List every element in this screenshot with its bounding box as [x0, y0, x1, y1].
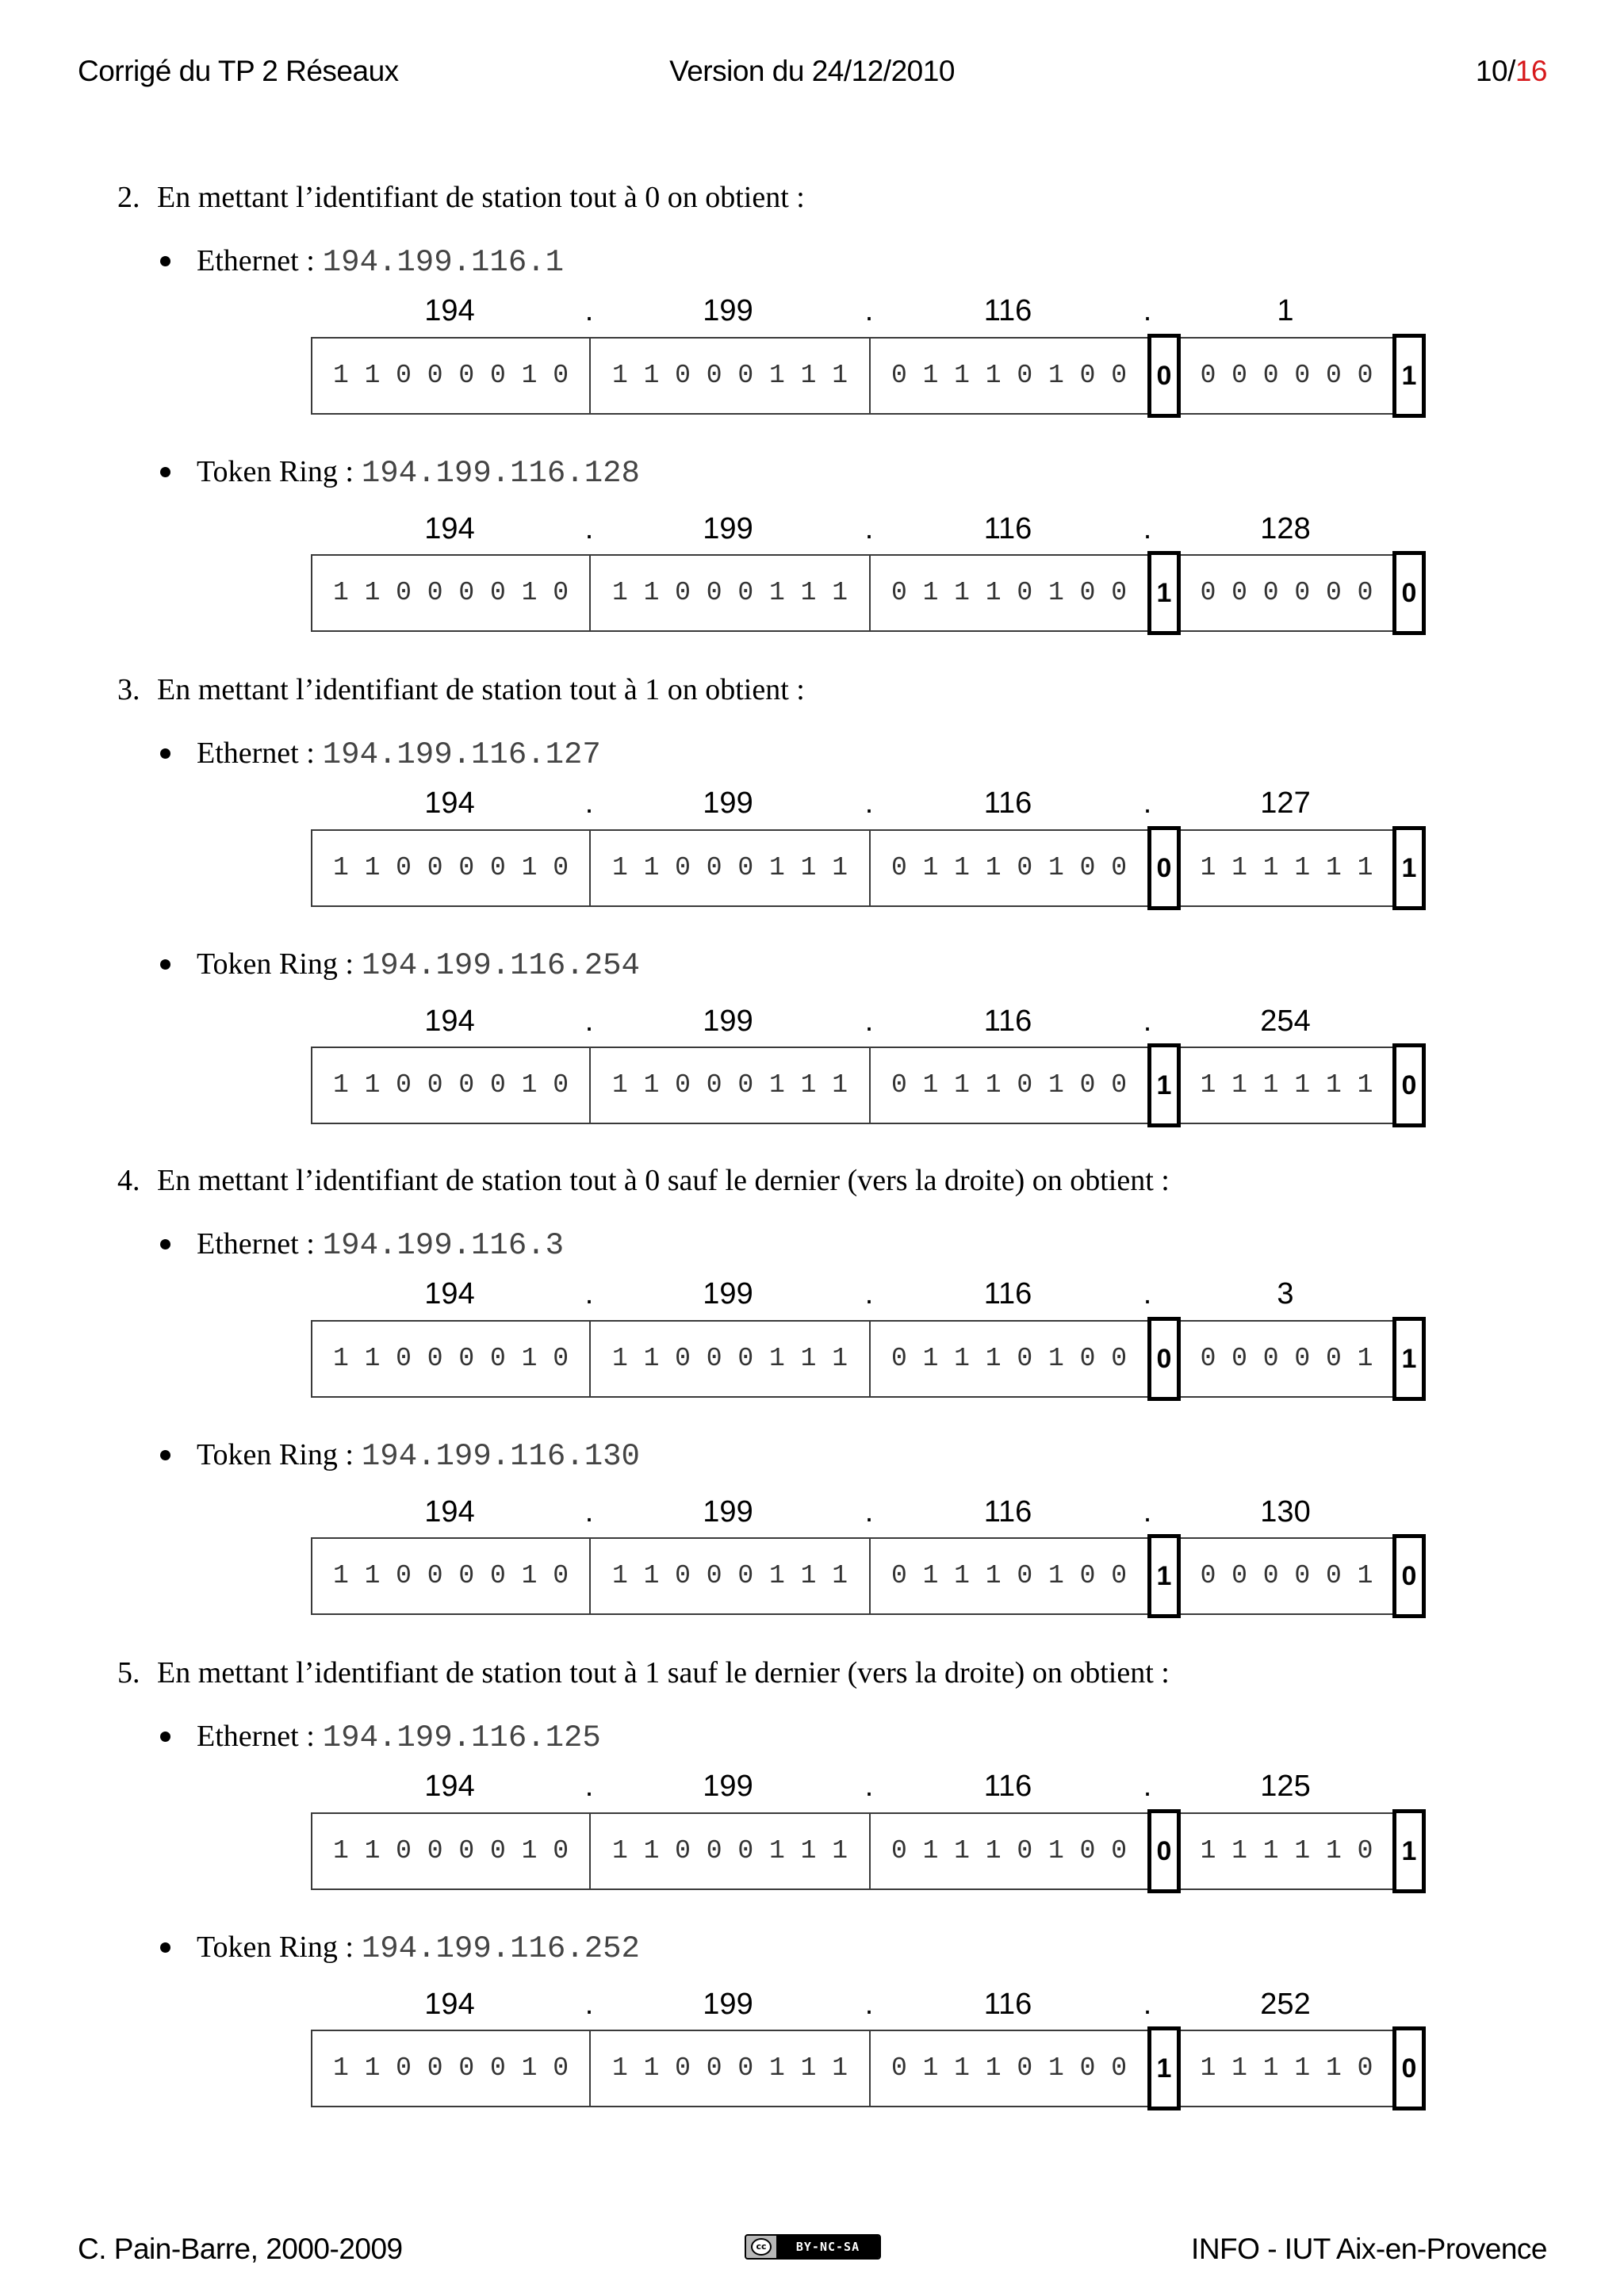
item-heading — [117, 670, 805, 710]
ip-address: 194.199.116.130 — [361, 1439, 640, 1474]
cc-license-badge — [745, 2234, 881, 2260]
octet-bits-cell: 0 1 1 1 0 1 0 0 — [891, 2053, 1128, 2083]
octet-label: 194 — [424, 786, 475, 820]
host-bits-cell: 1 1 1 1 1 1 — [1200, 853, 1373, 882]
octet-label: 116 — [983, 294, 1032, 327]
octet-separator: . — [584, 1770, 594, 1803]
page-separator: / — [1507, 55, 1515, 87]
highlighted-bit: 1 — [1147, 2026, 1181, 2110]
octet-bits-cell: 1 1 0 0 0 0 1 0 — [312, 339, 591, 413]
octet-label: 199 — [703, 1004, 753, 1038]
highlighted-bit: 0 — [1392, 551, 1426, 635]
octet-label: 199 — [703, 1988, 753, 2021]
octet-separator: . — [864, 1988, 874, 2021]
bullet-icon — [160, 467, 170, 477]
ip-address: 194.199.116.254 — [361, 948, 640, 983]
bullet-icon — [160, 256, 170, 266]
octet-label: 116 — [983, 1770, 1032, 1803]
network-name: Token Ring : — [197, 947, 354, 981]
host-bits-cell: 1 1 1 1 1 1 — [1200, 1070, 1373, 1100]
octet-label: 116 — [983, 1988, 1032, 2021]
binary-address-table — [311, 1320, 1426, 1398]
bullet-entry — [160, 452, 640, 492]
item-heading — [117, 1653, 1170, 1693]
octet-separator: . — [864, 1495, 874, 1529]
header-title: Corrigé du TP 2 Réseaux — [78, 55, 399, 87]
page-total: 16 — [1515, 55, 1547, 87]
bullet-icon — [160, 1239, 170, 1249]
octet-label: 116 — [983, 1277, 1032, 1311]
octet-separator: . — [1143, 1495, 1152, 1529]
item-text: En mettant l’identifiant de station tout à 1 on obtient : — [157, 673, 805, 706]
bullet-icon — [160, 1450, 170, 1460]
octet-bits-cell: 1 1 0 0 0 0 1 0 — [312, 1322, 591, 1396]
octet-label: 130 — [1260, 1495, 1311, 1529]
octet-label: 199 — [703, 1495, 753, 1529]
octet-separator: . — [864, 1277, 874, 1311]
bullet-icon — [160, 748, 170, 759]
binary-address-table — [311, 337, 1426, 415]
network-name: Token Ring : — [197, 455, 354, 488]
octet-label: 125 — [1260, 1770, 1311, 1803]
bullet-icon — [160, 1942, 170, 1953]
octet-separator: . — [1143, 1770, 1152, 1803]
octet-label: 199 — [703, 512, 753, 545]
octet-bits-cell: 1 1 0 0 0 1 1 1 — [591, 2031, 871, 2106]
octet-label: 194 — [424, 1770, 475, 1803]
item-number: 5. — [117, 1656, 140, 1689]
highlighted-bit: 0 — [1147, 334, 1181, 418]
highlighted-bit: 0 — [1392, 1043, 1426, 1127]
host-bits-cell: 0 0 0 0 0 0 — [1200, 361, 1373, 390]
octet-bits-cell: 1 1 0 0 0 1 1 1 — [591, 1539, 871, 1613]
octet-bits-cell: 1 1 0 0 0 1 1 1 — [591, 556, 871, 630]
network-name: Token Ring : — [197, 1931, 354, 1964]
host-bits-cell: 0 0 0 0 0 1 — [1200, 1344, 1373, 1373]
cc-icon: cc — [751, 2238, 772, 2256]
binary-address-table — [311, 1812, 1426, 1890]
binary-address-table — [311, 829, 1426, 907]
octet-label: 116 — [983, 1004, 1032, 1038]
octet-bits-cell: 1 1 0 0 0 1 1 1 — [591, 1048, 871, 1123]
host-bits-cell: 0 0 0 0 0 1 — [1200, 1561, 1373, 1590]
octet-label: 194 — [424, 1495, 475, 1529]
highlighted-bit: 0 — [1147, 826, 1181, 910]
bullet-entry — [160, 1435, 640, 1475]
bullet-entry — [160, 944, 640, 984]
octet-separator: . — [1143, 1277, 1152, 1311]
octet-bits-cell: 1 1 0 0 0 0 1 0 — [312, 2031, 591, 2106]
octet-label: 194 — [424, 512, 475, 545]
item-heading — [117, 178, 805, 217]
octet-separator: . — [864, 294, 874, 327]
binary-address-table — [311, 1537, 1426, 1615]
octet-separator: . — [1143, 1988, 1152, 2021]
octet-bits-cell: 1 1 0 0 0 0 1 0 — [312, 1814, 591, 1888]
item-text: En mettant l’identifiant de station tout à 0 sauf le dernier (vers la droite) on obtient : — [157, 1164, 1170, 1197]
page-number — [1476, 52, 1547, 90]
octet-bits-cell: 0 1 1 1 0 1 0 0 — [891, 853, 1128, 882]
item-heading — [117, 1161, 1170, 1200]
octet-bits-cell: 0 1 1 1 0 1 0 0 — [891, 1561, 1128, 1590]
network-name: Token Ring : — [197, 1438, 354, 1471]
ip-address: 194.199.116.252 — [361, 1931, 640, 1966]
octet-label: 199 — [703, 1277, 753, 1311]
octet-separator: . — [1143, 1004, 1152, 1038]
octet-separator: . — [864, 512, 874, 545]
octet-separator: . — [584, 1495, 594, 1529]
octet-bits-cell: 1 1 0 0 0 1 1 1 — [591, 339, 871, 413]
ip-address: 194.199.116.125 — [322, 1720, 601, 1755]
octet-bits-cell: 0 1 1 1 0 1 0 0 — [891, 1344, 1128, 1373]
octet-bits-cell: 0 1 1 1 0 1 0 0 — [891, 361, 1128, 390]
octet-label: 127 — [1260, 786, 1311, 820]
octet-separator: . — [584, 1988, 594, 2021]
octet-label: 116 — [983, 1495, 1032, 1529]
ip-address: 194.199.116.128 — [361, 456, 640, 491]
highlighted-bit: 1 — [1147, 1534, 1181, 1618]
host-bits-cell: 0 0 0 0 0 0 — [1200, 578, 1373, 607]
octet-label: 128 — [1260, 512, 1311, 545]
octet-separator: . — [1143, 294, 1152, 327]
highlighted-bit: 0 — [1392, 1534, 1426, 1618]
binary-address-table — [311, 2030, 1426, 2107]
octet-label: 3 — [1277, 1277, 1294, 1311]
octet-bits-cell: 1 1 0 0 0 0 1 0 — [312, 1539, 591, 1613]
highlighted-bit: 1 — [1147, 551, 1181, 635]
octet-separator: . — [584, 786, 594, 820]
host-bits-cell: 1 1 1 1 1 0 — [1200, 2053, 1373, 2083]
octet-label: 1 — [1277, 294, 1294, 327]
octet-label: 199 — [703, 786, 753, 820]
highlighted-bit: 0 — [1147, 1317, 1181, 1401]
octet-separator: . — [584, 294, 594, 327]
bullet-icon — [160, 959, 170, 970]
octet-label: 254 — [1260, 1004, 1311, 1038]
octet-separator: . — [864, 786, 874, 820]
octet-separator: . — [864, 1004, 874, 1038]
host-bits-cell: 1 1 1 1 1 0 — [1200, 1836, 1373, 1866]
ip-address: 194.199.116.1 — [322, 245, 565, 280]
network-name: Ethernet : — [197, 1227, 315, 1261]
octet-bits-cell: 0 1 1 1 0 1 0 0 — [891, 1070, 1128, 1100]
item-number: 4. — [117, 1164, 140, 1197]
item-number: 3. — [117, 673, 140, 706]
octet-bits-cell: 1 1 0 0 0 0 1 0 — [312, 556, 591, 630]
item-number: 2. — [117, 181, 140, 214]
octet-bits-cell: 1 1 0 0 0 1 1 1 — [591, 1322, 871, 1396]
octet-bits-cell: 1 1 0 0 0 0 1 0 — [312, 831, 591, 905]
octet-bits-cell: 1 1 0 0 0 0 1 0 — [312, 1048, 591, 1123]
octet-bits-cell: 0 1 1 1 0 1 0 0 — [891, 578, 1128, 607]
network-name: Ethernet : — [197, 737, 315, 770]
octet-bits-cell: 1 1 0 0 0 1 1 1 — [591, 1814, 871, 1888]
octet-label: 199 — [703, 1770, 753, 1803]
ip-address: 194.199.116.127 — [322, 737, 601, 772]
octet-separator: . — [584, 512, 594, 545]
bullet-entry — [160, 241, 564, 281]
page-current: 10 — [1475, 55, 1508, 87]
highlighted-bit: 1 — [1392, 826, 1426, 910]
octet-separator: . — [1143, 512, 1152, 545]
binary-address-table — [311, 1047, 1426, 1124]
octet-separator: . — [1143, 786, 1152, 820]
octet-label: 194 — [424, 1988, 475, 2021]
highlighted-bit: 1 — [1147, 1043, 1181, 1127]
cc-license-label: BY-NC-SA — [776, 2236, 879, 2258]
bullet-entry — [160, 1927, 640, 1967]
highlighted-bit: 0 — [1147, 1809, 1181, 1893]
network-name: Ethernet : — [197, 1720, 315, 1753]
item-text: En mettant l’identifiant de station tout à 0 on obtient : — [157, 181, 805, 214]
header-version: Version du 24/12/2010 — [669, 55, 955, 87]
ip-address: 194.199.116.3 — [322, 1228, 565, 1263]
highlighted-bit: 0 — [1392, 2026, 1426, 2110]
octet-label: 116 — [983, 512, 1032, 545]
octet-label: 194 — [424, 1004, 475, 1038]
highlighted-bit: 1 — [1392, 1809, 1426, 1893]
octet-separator: . — [864, 1770, 874, 1803]
highlighted-bit: 1 — [1392, 334, 1426, 418]
octet-label: 252 — [1260, 1988, 1311, 2021]
footer-institution: INFO - IUT Aix-en-Provence — [1191, 2233, 1547, 2265]
octet-label: 194 — [424, 1277, 475, 1311]
octet-label: 199 — [703, 294, 753, 327]
octet-label: 116 — [983, 786, 1032, 820]
bullet-icon — [160, 1732, 170, 1742]
item-text: En mettant l’identifiant de station tout à 1 sauf le dernier (vers la droite) on obtient : — [157, 1656, 1170, 1689]
bullet-entry — [160, 1224, 564, 1264]
bullet-entry — [160, 1716, 601, 1756]
octet-label: 194 — [424, 294, 475, 327]
octet-separator: . — [584, 1277, 594, 1311]
highlighted-bit: 1 — [1392, 1317, 1426, 1401]
octet-separator: . — [584, 1004, 594, 1038]
octet-bits-cell: 1 1 0 0 0 1 1 1 — [591, 831, 871, 905]
bullet-entry — [160, 733, 601, 773]
binary-address-table — [311, 554, 1426, 632]
footer-author: C. Pain-Barre, 2000-2009 — [78, 2233, 403, 2265]
network-name: Ethernet : — [197, 244, 315, 277]
octet-bits-cell: 0 1 1 1 0 1 0 0 — [891, 1836, 1128, 1866]
